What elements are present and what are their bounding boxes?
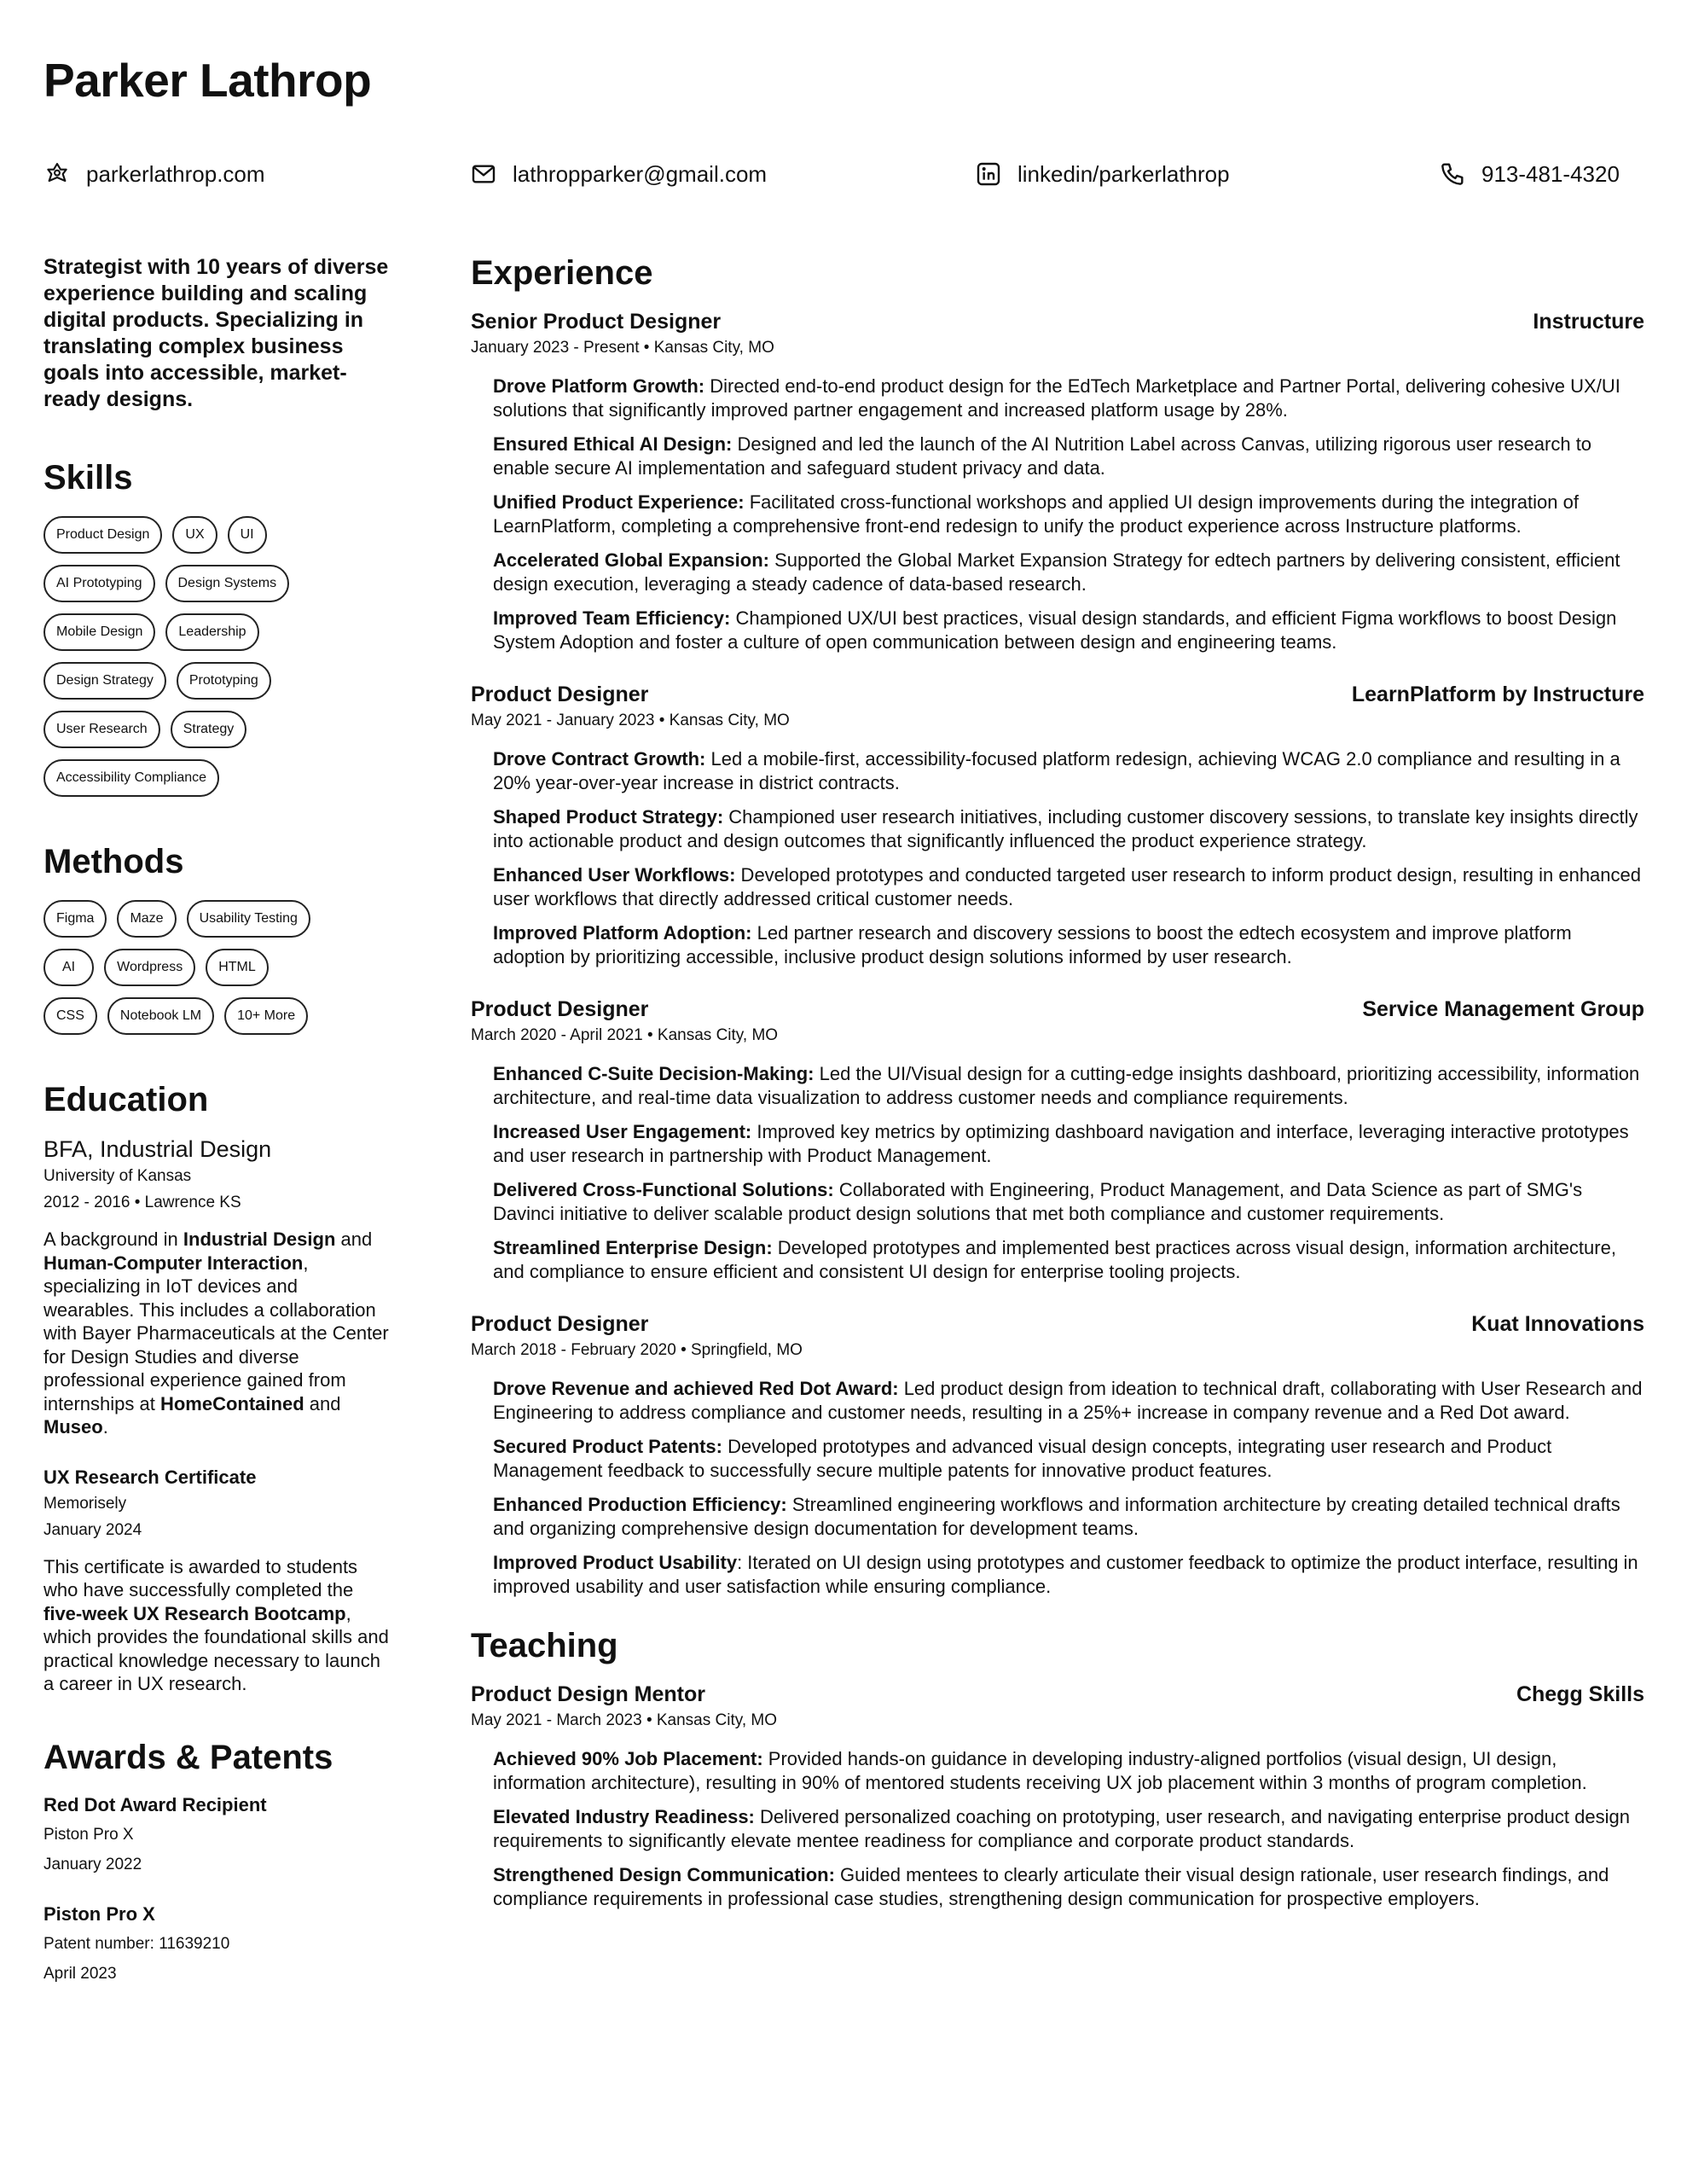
teaching-bullet: Elevated Industry Readiness: Delivered personalized coaching on prototyping, user research, and navigating enterprise product design requirements to significantly elevate mentee readiness for compliance and corporate product standards. — [493, 1806, 1630, 1851]
experience-heading: Experience — [471, 254, 653, 292]
job-bullet: Drove Platform Growth: Directed end-to-end product design for the EdTech Marketplace and Partner Portal, delivering cohesive UX/UI solutions that significantly improved partner engagement and increased platform usage by 28%. — [493, 375, 1620, 421]
job-bullets — [471, 375, 1644, 653]
methods-tags — [43, 900, 316, 1035]
education-dates: 2012 - 2016 • Lawrence KS — [43, 1194, 241, 1211]
job-entry — [471, 681, 1644, 968]
methods-heading: Methods — [43, 843, 184, 880]
contact-website[interactable] — [43, 160, 265, 188]
contact-linkedin[interactable] — [975, 160, 1230, 188]
skill-tag: Mobile Design — [43, 613, 155, 651]
method-tag: Usability Testing — [187, 900, 310, 938]
job-title: Product Designer — [471, 1312, 649, 1336]
job-entry — [471, 996, 1644, 1283]
awards-heading: Awards & Patents — [43, 1738, 333, 1776]
skill-tag: User Research — [43, 711, 160, 748]
skill-tag: UX — [172, 516, 217, 554]
skill-tag: UI — [228, 516, 267, 554]
skill-tag: Design Systems — [165, 565, 290, 602]
job-bullet: Accelerated Global Expansion: Supported the Global Market Expansion Strategy for edtech partners by delivering consistent, efficient design execution, leveraging a steady cadence of data-based research. — [493, 549, 1620, 595]
skill-tag: Accessibility Compliance — [43, 759, 219, 797]
job-bullet: Drove Contract Growth: Led a mobile-first, accessibility-focused platform redesign, achieving WCAG 2.0 compliance and resulting in a 20% year-over-year increase in district contracts. — [493, 748, 1620, 793]
skill-tag: Design Strategy — [43, 662, 166, 700]
job-bullet: Shaped Product Strategy: Championed user research initiatives, including customer discovery sessions, to translate key insights directly into actionable product and design outcomes that significantly influenced the product experience strategy. — [493, 806, 1638, 851]
job-company: Service Management Group — [1362, 997, 1644, 1021]
teaching-entry — [471, 1681, 1644, 1910]
job-company: LearnPlatform by Instructure — [1351, 682, 1644, 706]
resume-name: Parker Lathrop — [43, 54, 372, 107]
education-description: A background in Industrial Design and Human-Computer Interaction, specializing in IoT devices and wearables. This includes a collaboration with Bayer Pharmaceuticals at the Center for Design Studies and diverse professional experience gained from internships at HomeContained and Museo. — [43, 1228, 389, 1438]
award-date: January 2022 — [43, 1855, 142, 1873]
method-tag: AI — [43, 949, 94, 986]
linkedin-icon — [975, 160, 1002, 188]
job-bullet: Improved Platform Adoption: Led partner research and discovery sessions to boost the edtech ecosystem and improve platform adoption by prioritizing accessible, inclusive product design solutions informed by user research. — [493, 922, 1572, 967]
job-bullets — [471, 1377, 1644, 1598]
job-title: Product Designer — [471, 682, 649, 706]
education-heading: Education — [43, 1081, 209, 1118]
job-bullet: Improved Team Efficiency: Championed UX/UI best practices, visual design standards, and efficient Figma workflows to boost Design System Adoption and foster a culture of open communication between design and engineering teams. — [493, 607, 1617, 653]
job-meta: March 2018 - February 2020 • Springfield, MO — [471, 1341, 803, 1359]
job-bullet: Improved Product Usability: Iterated on UI design using prototypes and customer feedback to optimize the product interface, resulting in improved usability and user satisfaction while ensuring compliance. — [493, 1552, 1638, 1597]
method-tag: Figma — [43, 900, 107, 938]
mail-icon — [470, 160, 497, 188]
job-bullet: Increased User Engagement: Improved key metrics by optimizing dashboard navigation and interface, leveraging interactive prototypes and user research in partnership with Product Management. — [493, 1121, 1629, 1166]
job-bullet: Enhanced User Workflows: Developed prototypes and conducted targeted user research to inform product design, resulting in enhanced user workflows that directly addressed critical customer needs. — [493, 864, 1641, 909]
job-bullet: Drove Revenue and achieved Red Dot Award: Led product design from ideation to technical draft, collaborating with User Research and Engineering to address compliance and customer needs, resulting in a 25%+ increase in company revenue and a Red Dot award. — [493, 1378, 1643, 1423]
method-tag: Maze — [117, 900, 176, 938]
website-icon — [43, 160, 71, 188]
certificate-org: Memorisely — [43, 1494, 127, 1513]
skill-tag: Product Design — [43, 516, 162, 554]
job-meta: January 2023 - Present • Kansas City, MO — [471, 339, 774, 357]
skills-heading: Skills — [43, 459, 133, 497]
teaching-bullet: Strengthened Design Communication: Guided mentees to clearly articulate their visual design rationale, user research findings, and compliance requirements in professional case studies, strengthening design communication for prospective employers. — [493, 1864, 1609, 1909]
job-meta: March 2020 - April 2021 • Kansas City, MO — [471, 1026, 779, 1044]
skill-tag: AI Prototyping — [43, 565, 155, 602]
patent-title: Piston Pro X — [43, 1902, 155, 1925]
job-meta: May 2021 - January 2023 • Kansas City, MO — [471, 712, 790, 729]
job-bullet: Secured Product Patents: Developed prototypes and advanced visual design concepts, integrating user research and Product Management feedback to successfully secure multiple patents for innovative product features. — [493, 1436, 1552, 1481]
contact-bar — [43, 160, 1644, 198]
job-title: Product Designer — [471, 997, 649, 1021]
method-tag: 10+ More — [224, 997, 308, 1035]
contact-phone[interactable] — [1439, 160, 1620, 188]
job-entry — [471, 1310, 1644, 1598]
skills-tags — [43, 516, 316, 797]
teaching-heading: Teaching — [471, 1627, 618, 1664]
phone-icon — [1439, 160, 1466, 188]
skill-tag: Prototyping — [177, 662, 271, 700]
job-bullet: Delivered Cross-Functional Solutions: Collaborated with Engineering, Product Management, and Data Science as part of SMG's Davinci initiative to deliver scalable product design solutions that met both compliance and customer requirements. — [493, 1179, 1583, 1224]
method-tag: HTML — [206, 949, 269, 986]
method-tag: Notebook LM — [107, 997, 214, 1035]
right-column — [471, 254, 1644, 1937]
patent-date: April 2023 — [43, 1964, 117, 1983]
linkedin-text: linkedin/parkerlathrop — [1017, 160, 1230, 187]
teaching-bullet: Achieved 90% Job Placement: Provided hands-on guidance in developing industry-aligned portfolios (visual design, UI design, information architecture), resulting in 90% of mentored students receiving UX job placement within 3 months of program completion. — [493, 1748, 1587, 1793]
job-bullet: Enhanced C-Suite Decision-Making: Led the UI/Visual design for a cutting-edge insights dashboard, prioritizing accessibility, information architecture, and real-time data visualization to address customer needs and compliance requirements. — [493, 1063, 1640, 1108]
job-company: Instructure — [1533, 310, 1644, 334]
skill-tag: Strategy — [171, 711, 247, 748]
skill-tag: Leadership — [165, 613, 258, 651]
award-title: Red Dot Award Recipient — [43, 1793, 267, 1815]
left-column — [43, 254, 393, 1987]
job-bullets — [471, 747, 1644, 968]
job-bullet: Ensured Ethical AI Design: Designed and led the launch of the AI Nutrition Label across Canvas, utilizing rigorous user research to enable secure AI implementation and safeguard student privacy and data. — [493, 433, 1592, 479]
job-bullet: Streamlined Enterprise Design: Developed prototypes and implemented best practices across visual design, information architecture, and compliance to ensure efficient and consistent UI design for enterprise tooling projects. — [493, 1237, 1616, 1282]
email-text: lathropparker@gmail.com — [513, 160, 768, 187]
job-bullets — [471, 1062, 1644, 1283]
teaching-meta: May 2021 - March 2023 • Kansas City, MO — [471, 1711, 777, 1729]
method-tag: CSS — [43, 997, 97, 1035]
certificate-date: January 2024 — [43, 1520, 142, 1539]
job-entry — [471, 308, 1644, 653]
patent-number: Patent number: 11639210 — [43, 1934, 230, 1953]
degree-title: BFA, Industrial Design — [43, 1136, 272, 1162]
teaching-title: Product Design Mentor — [471, 1682, 706, 1706]
certificate-title: UX Research Certificate — [43, 1466, 257, 1488]
phone-text: 913-481-4320 — [1481, 160, 1620, 187]
certificate-description: This certificate is awarded to students who have successfully completed the five-week UX Research Bootcamp, which provides the foundational skills and practical knowledge necessary to launch a career in UX research. — [43, 1555, 389, 1694]
teaching-company: Chegg Skills — [1516, 1682, 1644, 1706]
job-company: Kuat Innovations — [1471, 1312, 1644, 1336]
job-title: Senior Product Designer — [471, 310, 722, 334]
job-bullet: Unified Product Experience: Facilitated cross-functional workshops and applied UI design improvements during the integration of LearnPlatform, completing a comprehensive front-end redesign to unify the product experience across Instructure platforms. — [493, 491, 1579, 537]
teaching-bullets — [471, 1747, 1644, 1910]
website-text: parkerlathrop.com — [86, 160, 265, 187]
contact-email[interactable] — [470, 160, 767, 188]
award-product: Piston Pro X — [43, 1825, 134, 1844]
summary: Strategist with 10 years of diverse experience building and scaling digital products. Specializing in translating complex business goals into accessible, market-ready designs. — [43, 255, 389, 411]
method-tag: Wordpress — [104, 949, 195, 986]
job-bullet: Enhanced Production Efficiency: Streamlined engineering workflows and information architecture by creating detailed technical drafts and organizing comprehensive design documentation for development teams. — [493, 1494, 1620, 1539]
school-name: University of Kansas — [43, 1167, 192, 1185]
